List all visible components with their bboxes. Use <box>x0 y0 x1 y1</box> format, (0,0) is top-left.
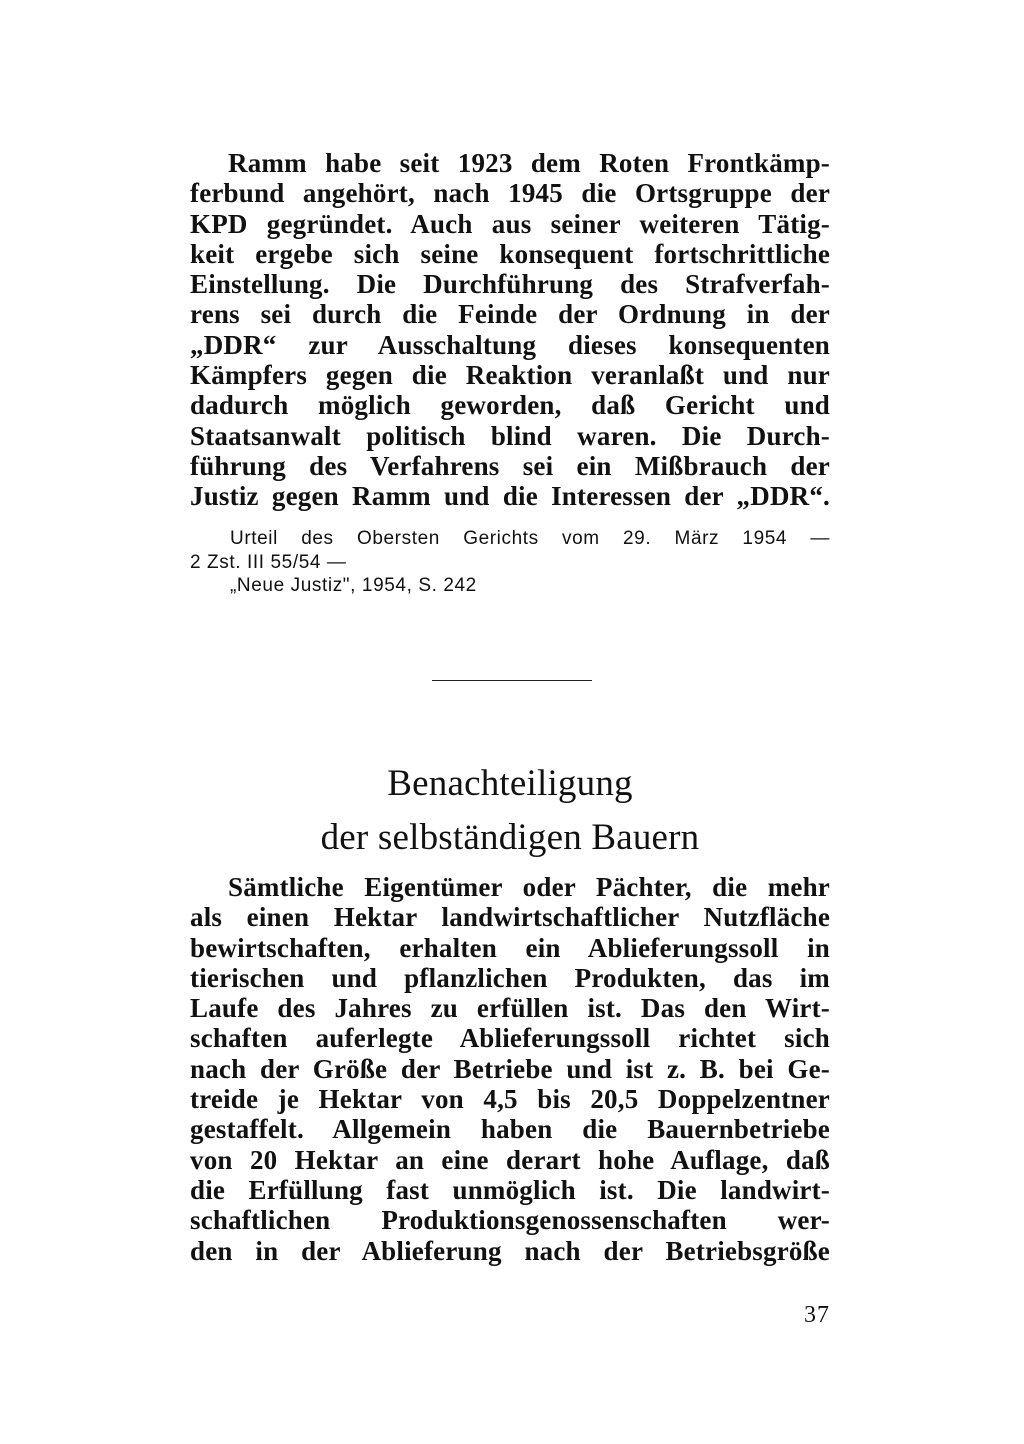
text-line: bewirtschaften, erhalten ein Ablieferungssoll in <box>190 932 830 963</box>
text-line: ferbund angehört, nach 1945 die Ortsgruppe der <box>190 178 830 209</box>
page-number: 37 <box>804 1302 830 1328</box>
text-line: die Erfüllung fast unmöglich ist. Die landwirt- <box>190 1174 830 1205</box>
text-line: gestaffelt. Allgemein haben die Bauernbetriebe <box>190 1114 830 1145</box>
citation-line: Urteil des Obersten Gerichts vom 29. März 1954 — <box>230 528 830 549</box>
text-line: tierischen und pflanzlichen Produkten, das im <box>190 962 830 993</box>
text-line: von 20 Hektar an eine derart hohe Auflage, daß <box>190 1144 830 1175</box>
text-line: schaften auferlegte Ablieferungssoll richtet sich <box>190 1023 830 1054</box>
text-line: Kämpfers gegen die Reaktion veranlaßt und nur <box>190 360 830 391</box>
source-citation <box>190 527 830 598</box>
text-line: treide je Hektar von 4,5 bis 20,5 Doppelzentner <box>190 1084 830 1115</box>
text-line: Laufe des Jahres zu erfüllen ist. Das den Wirt- <box>190 993 830 1024</box>
section-heading-line-1: Benachteiligung <box>387 763 633 804</box>
text-line: den in der Ablieferung nach der Betriebsgröße <box>190 1235 830 1266</box>
section-divider <box>432 680 592 681</box>
text-line: „DDR“ zur Ausschaltung dieses konsequenten <box>190 329 830 360</box>
paragraph-farmer-quota <box>190 872 830 1266</box>
text-line: nach der Größe der Betriebe und ist z. B. bei Ge- <box>190 1053 830 1084</box>
text-line: KPD gegründet. Auch aus seiner weiteren Tätig- <box>190 208 830 239</box>
text-line: Einstellung. Die Durchführung des Strafverfah- <box>190 269 830 300</box>
text-line: schaftlichen Produktionsgenossenschaften wer- <box>190 1205 830 1236</box>
text-line: Ramm habe seit 1923 dem Roten Frontkämp- <box>228 148 830 178</box>
citation-line: „Neue Justiz", 1954, S. 242 <box>230 575 477 596</box>
text-line: rens sei durch die Feinde der Ordnung in der <box>190 299 830 330</box>
text-line: keit ergebe sich seine konsequent fortschrittliche <box>190 238 830 269</box>
text-line: Justiz gegen Ramm und die Interessen der „DDR“. <box>190 481 830 512</box>
text-line: dadurch möglich geworden, daß Gericht und <box>190 390 830 421</box>
section-heading-line-2: der selbständigen Bauern <box>320 817 700 858</box>
citation-line: 2 Zst. III 55/54 — <box>190 551 347 573</box>
paragraph-ramm-verdict <box>190 148 830 512</box>
text-line: als einen Hektar landwirtschaftlicher Nutzfläche <box>190 902 830 933</box>
text-line: Staatsanwalt politisch blind waren. Die Durch- <box>190 420 830 451</box>
text-line: führung des Verfahrens sei ein Mißbrauch der <box>190 450 830 481</box>
text-line: Sämtliche Eigentümer oder Pächter, die mehr <box>228 872 830 902</box>
